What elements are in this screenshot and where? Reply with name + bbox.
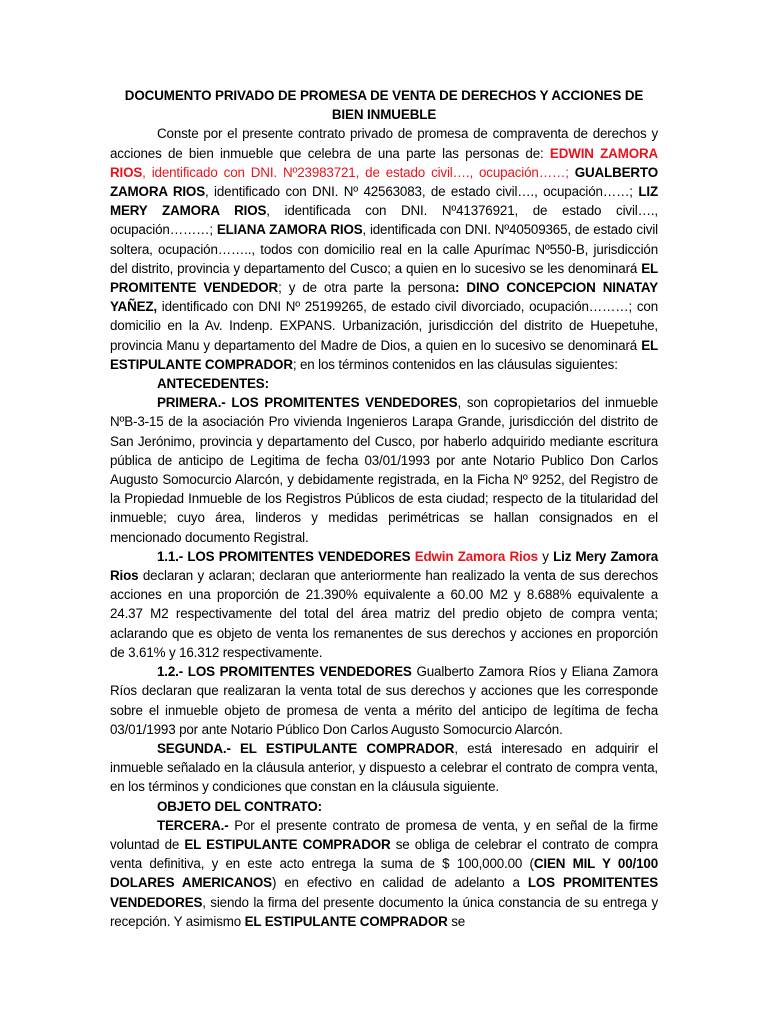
text-run: LOS PROMITENTES VENDEDORES — [110, 875, 659, 910]
text-run: identificado con DNI Nº 25199265, de estado civil divorciado, ocupación………; con domicilio en la Av. Indenp. EXPANS. Urbanización, jurisdicción del distrito de Huepetuhe, provincia Manu y departamento del Madre de Dios, a quien en lo sucesivo se denominará — [110, 299, 658, 353]
text-run: ; en los términos contenidos en las cláusulas siguientes: — [292, 356, 618, 372]
text-run: se obliga de celebrar el contrato de compra venta definitiva, y en este acto entrega la suma de $ 100,000.00 ( — [110, 836, 658, 872]
text-run: , identificada con DNI. Nº40509365, de estado civil soltera, ocupación…….., todos con domicilio real en la calle Apurímac Nº550-B, jurisdicción del distrito, provincia y departamento del Cusco; a quien en lo sucesivo se les denominará — [110, 222, 658, 276]
paragraph-clause-1-2 — [110, 662, 658, 739]
text-run: : DINO CONCEPCION NINATAY YAÑEZ, — [110, 280, 658, 315]
text-run: Liz Mery Zamora Rios — [110, 548, 658, 584]
text-run: , identificado con DNI. Nº 42563083, de estado civil…., ocupación……; — [204, 184, 639, 200]
text-run: declaran y aclaran; declaran que anteriormente han realizado la venta de sus derechos acciones en una proporción de 21.390% equivalente a 60.00 M2 y 8.688% equivalente a 24.37 M2 respectivamente del total del área matriz del predio objeto de compra venta; aclarando que es objeto de venta los remanentes de sus derechos y acciones en proporción de 3.61% y 16.312 respectivamente. — [110, 568, 658, 660]
text-run: Edwin Zamora Rios — [414, 548, 538, 564]
text-run: EDWIN ZAMORA RIOS — [110, 145, 659, 180]
text-run: CIEN MIL Y 00/100 DOLARES AMERICANOS — [110, 856, 658, 891]
text-run: EL ESTIPULANTE COMPRADOR — [244, 913, 448, 929]
section-heading-antecedentes — [110, 374, 658, 393]
text-run: ANTECEDENTES: — [157, 376, 269, 392]
text-run: EL ESTIPULANTE COMPRADOR — [110, 337, 658, 372]
text-run: GUALBERTO ZAMORA RIOS — [110, 164, 658, 200]
text-run: 1.1.- LOS PROMITENTES VENDEDORES — [157, 548, 415, 564]
text-run: Por el presente contrato de promesa de venta, y en señal de la firme voluntad de — [110, 817, 658, 852]
text-run: , está interesado en adquirir el inmueble señalado en la cláusula anterior, y dispuesto a celebrar el contrato de compra venta, en los términos y condiciones que constan en la cláusula siguiente. — [110, 740, 658, 795]
text-run: , identificado con DNI. Nº23983721, de estado civil…., ocupación……; — [142, 164, 569, 180]
text-run: , identificada con DNI. Nº41376921, de estado civil…., ocupación………; — [110, 203, 658, 238]
text-run: EL PROMITENTE VENDEDOR — [110, 260, 658, 296]
text-run: EL ESTIPULANTE COMPRADOR — [184, 836, 391, 852]
text-run: OBJETO DEL CONTRATO: — [157, 798, 322, 814]
text-run: se — [447, 913, 466, 929]
paragraph-intro — [110, 124, 658, 374]
document-title: DOCUMENTO PRIVADO DE PROMESA DE VENTA DE DERECHOS Y ACCIONES DE BIEN INMUEBLE — [124, 88, 644, 123]
text-run: LIZ MERY ZAMORA RIOS — [110, 184, 658, 219]
text-run: Conste por el presente contrato privado de promesa de compraventa de derechos y acciones de bien inmueble que celebra de una parte las personas de: — [110, 126, 658, 161]
paragraph-tercera — [110, 816, 658, 931]
text-run: ) en efectivo en calidad de adelanto a — [271, 875, 528, 891]
document-body — [110, 86, 658, 931]
section-heading-objeto — [110, 797, 658, 816]
text-run: y — [537, 548, 554, 564]
text-run: , son copropietarios del inmueble NºB-3-15 de la asociación Pro vivienda Ingenieros Larapa Grande, jurisdicción del distrito de San Jerónimo, provincia y departamento del Cusco, por haberlo adquirido mediante escritura pública de anticipo de Legitima de fecha 03/01/1993 por ante Notario Publico Don Carlos Augusto Somocurcio Alarcón, y debidamente registrada, en la Ficha Nº 9252, del Registro de la Propiedad Inmueble de los Registros Públicos de esta ciudad; respecto de la titularidad del inmueble; cuyo área, linderos y medidas perimétricas se hallan consignados en el mencionado documento Registral. — [110, 395, 658, 545]
paragraph-primera — [110, 393, 658, 547]
text-run: 1.2.- LOS PROMITENTES VENDEDORES — [157, 664, 412, 680]
paragraph-clause-1-1 — [110, 547, 658, 662]
text-run: PRIMERA.- LOS PROMITENTES VENDEDORES — [157, 395, 458, 411]
text-run: ; y de otra parte la persona — [278, 280, 456, 296]
text-run: TERCERA.- — [157, 817, 229, 833]
text-run: Gualberto Zamora Ríos y Eliana Zamora Ríos declaran que realizaran la venta total de sus derechos y acciones que les corresponde sobre el inmueble objeto de promesa de venta a mérito del anticipo de legítima de fecha 03/01/1993 por ante Notario Público Don Carlos Augusto Somocurcio Alarcón. — [110, 664, 658, 737]
text-run: SEGUNDA.- EL ESTIPULANTE COMPRADOR — [157, 740, 455, 756]
paragraph-segunda — [110, 739, 658, 797]
text-run: , siendo la firma del presente documento la única constancia de su entrega y recepción. Y asimismo — [110, 894, 658, 929]
text-run: ELIANA ZAMORA RIOS — [216, 222, 363, 238]
